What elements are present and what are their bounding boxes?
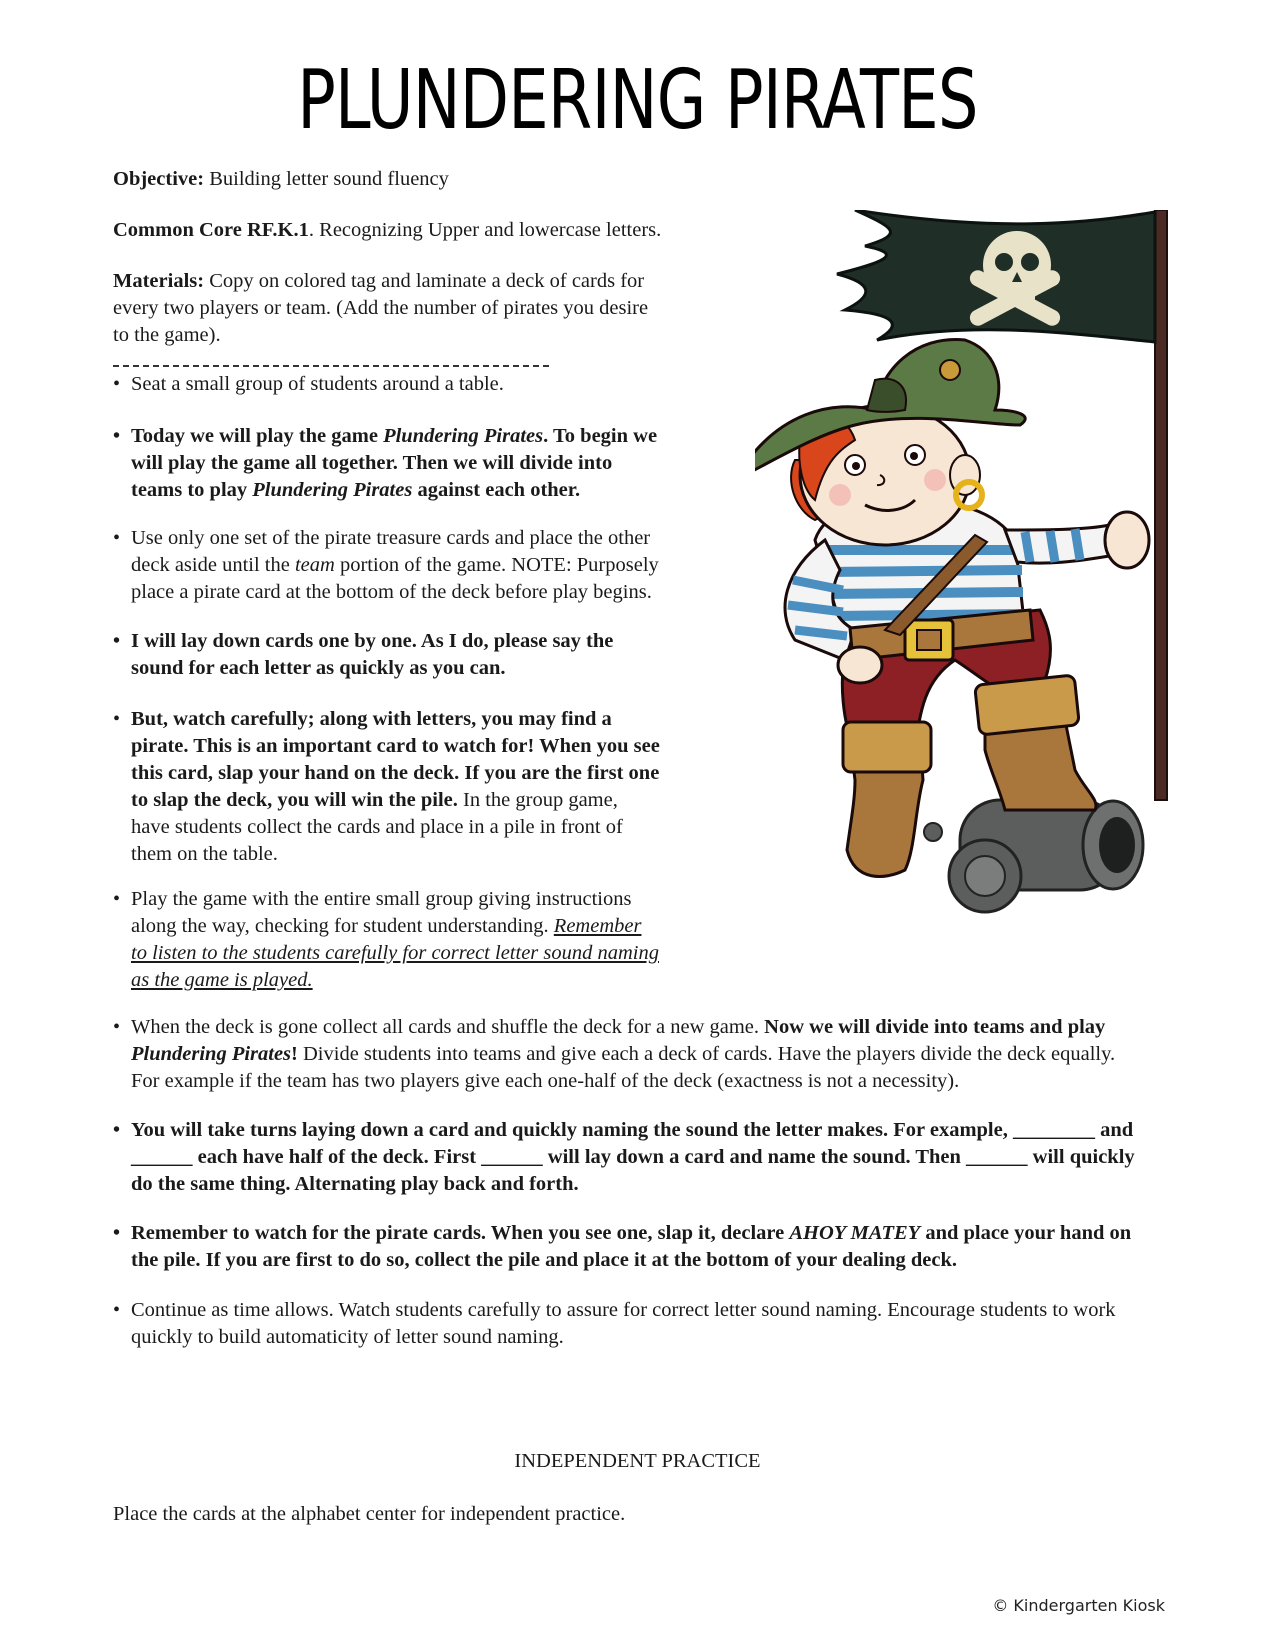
bullet-text: Today we will play the game [131,425,384,447]
bullet-text: For example if the team has two players give each one-half of the deck (exactness is not a necessity). [131,1070,960,1092]
bullet-text: quickly to build automaticity of letter sound naming. [131,1326,564,1348]
bullet-text: and place your hand on [920,1222,1132,1244]
page-title: PLUNDERING PIRATES [297,53,978,148]
bullet-text: • Use only one set of the pirate treasure cards and place the other [131,527,651,549]
bullet-text: Divide students into teams and give each a deck of cards. Have the players divide the deck equally. [297,1043,1116,1065]
bullet-text: . To begin we [543,425,658,447]
reminder-text: to listen to the students carefully for correct letter sound naming [131,942,659,964]
dashed-divider [113,365,549,367]
instruction-bullet [113,1014,1186,1095]
materials-block [113,268,673,349]
bullet-text: do the same thing. Alternating play back and forth. [131,1173,579,1195]
bullet-text: • Play the game with the entire small group giving instructions [131,888,632,910]
independent-practice-text: Place the cards at the alphabet center for independent practice. [113,1503,626,1525]
instruction-bullet [113,706,686,868]
bullet-text: sound for each letter as quickly as you can. [131,657,506,679]
bullet-text: pirate. This is an important card to watch for! When you see [131,735,660,757]
bullet-text: ______ each have half of the deck. First ______ will lay down a card and name the sound. Then ______ will quickly [131,1146,1135,1168]
bullet-text: • Continue as time allows. Watch students carefully to assure for correct letter sound naming. Encourage students to work [131,1299,1116,1321]
common-core-text: . Recognizing Upper and lowercase letters. [308,219,662,241]
left-hand [838,647,882,683]
instruction-bullet [113,525,691,606]
objective-line [113,166,673,193]
bullet-text: In the group game, [457,789,618,811]
bullet-text: • You will take turns laying down a card and quickly naming the sound the letter makes. For example, ________ and [131,1119,1134,1141]
bullet-text: Now we will divide into teams and play [764,1016,1106,1038]
bullet-text: them on the table. [131,843,278,865]
cannon [924,800,1143,912]
instruction-bullet [113,1220,1186,1274]
bullet-text: • I will lay down cards one by one. As I do, please say the [131,630,614,652]
materials-text: every two players or team. (Add the number of pirates you desire [113,297,649,319]
common-core-label: Common Core RF.K.1 [113,219,309,241]
right-hand [1105,512,1149,568]
copyright-text: © Kindergarten Kiosk [992,1596,1165,1615]
reminder-text: Remember [553,915,642,937]
objective-label: Objective: [113,168,205,190]
game-name-text: Plundering Pirates [131,1043,292,1065]
game-name-text: Plundering Pirates [383,425,544,447]
game-name-text: Plundering Pirates [252,479,413,501]
bullet-text: against each other. [412,479,581,501]
instruction-bullet [113,371,686,398]
instruction-bullet [113,1117,1186,1198]
emphasis-text: team [294,554,335,576]
bullet-text: ! [291,1043,298,1065]
instruction-bullet [113,423,686,504]
pirate-illustration [755,210,1195,970]
reminder-text: as the game is played. [131,969,313,991]
materials-text: Copy on colored tag and laminate a deck of cards for [204,270,645,292]
instruction-bullet [113,886,691,994]
flag-pole [1155,210,1167,800]
bullet-text: along the way, checking for student understanding. [131,915,554,937]
bullet-text: • Seat a small group of students around a table. [131,373,504,395]
independent-practice-heading: INDEPENDENT PRACTICE [514,1450,761,1472]
bullet-text: have students collect the cards and place in a pile in front of [131,816,623,838]
materials-text: to the game). [113,324,221,346]
objective-text: Building letter sound fluency [204,168,449,190]
bullet-text: deck aside until the [131,554,295,576]
bullet-text: • But, watch carefully; along with letters, you may find a [131,708,612,730]
bullet-text: to slap the deck, you will win the pile. [131,789,458,811]
bullet-text: this card, slap your hand on the deck. If you are the first one [131,762,660,784]
bullet-text: teams to play [131,479,253,501]
bullet-text: portion of the game. NOTE: Purposely [334,554,659,576]
bullet-text: Remember to watch for the pirate cards. When you see one, slap it, declare [131,1222,790,1244]
bullet-text: place a pirate card at the bottom of the deck before play begins. [131,581,652,603]
instruction-bullet [113,1297,1186,1351]
emphasis-text: AHOY MATEY [789,1222,921,1244]
bullet-text: When the deck is gone collect all cards and shuffle the deck for a new game. [131,1016,765,1038]
bullet-text: the pile. If you are first to do so, collect the pile and place it at the bottom of your dealing deck. [131,1249,958,1271]
materials-label: Materials: [113,270,205,292]
instruction-bullet [113,628,686,682]
common-core-line [113,217,673,244]
bullet-text: will play the game all together. Then we will divide into [131,452,613,474]
